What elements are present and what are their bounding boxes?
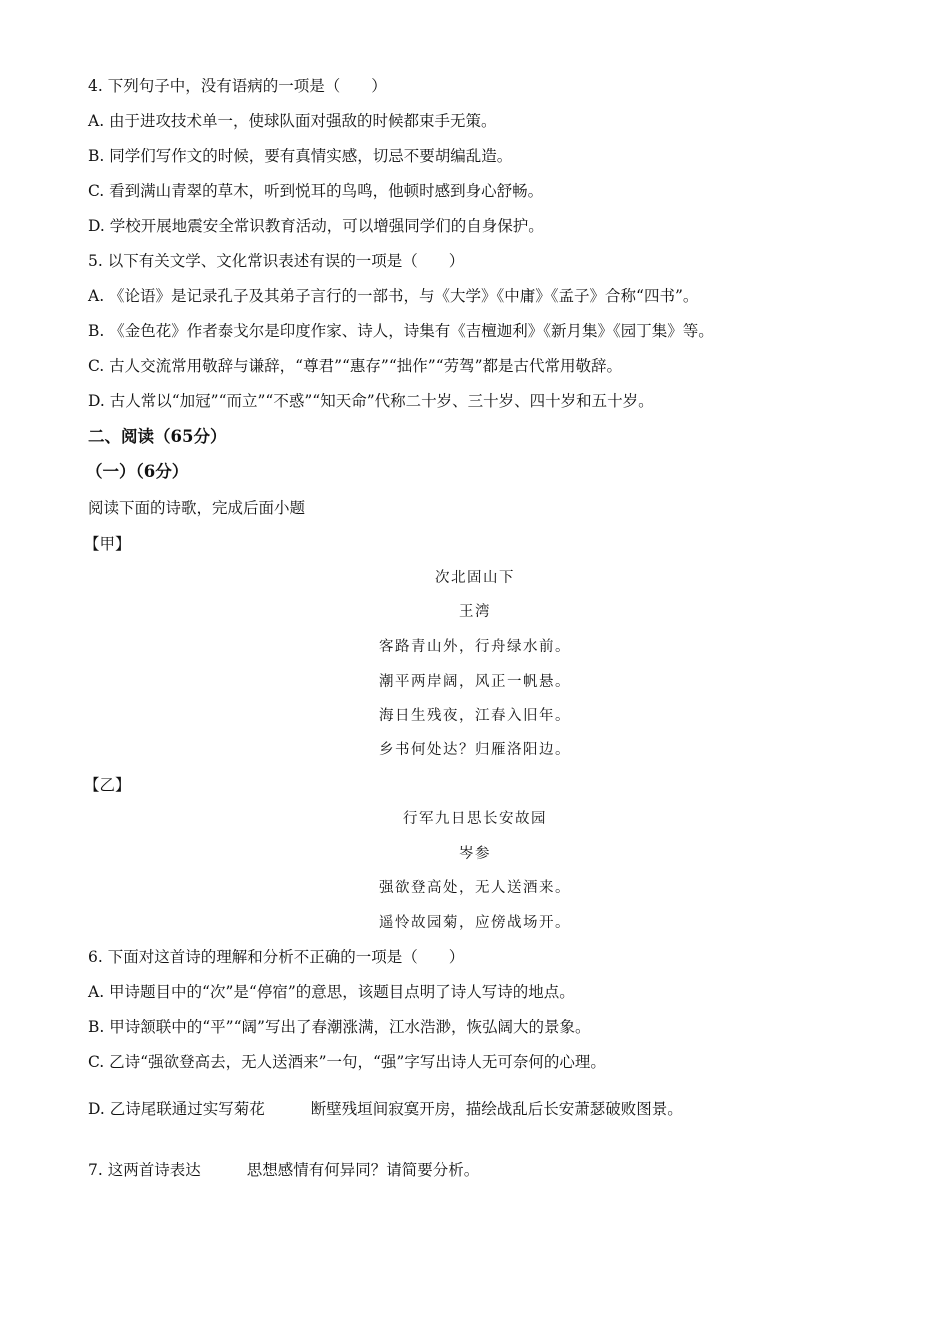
q6-option-c: C. 乙诗“强欲登高去，无人送酒来”一句，“强”字写出诗人无可奈何的心理。 xyxy=(88,1053,606,1071)
q6-option-d-part1: D. 乙诗尾联通过实写菊花 xyxy=(88,1100,265,1118)
poem-jia-label: 【甲】 xyxy=(84,535,131,553)
q5-option-b: B. 《金色花》作者泰戈尔是印度作家、诗人，诗集有《吉檀迦利》《新月集》《园丁集》等。 xyxy=(88,322,714,340)
q5-option-c: C. 古人交流常用敬辞与谦辞，“尊君”“惠存”“拙作”“劳驾”都是古代常用敬辞。 xyxy=(88,357,623,375)
poem-yi-line: 遥怜故园菊，应傍战场开。 xyxy=(379,915,571,931)
poem-jia-line: 海日生残夜，江春入旧年。 xyxy=(379,708,571,724)
poem-yi-line: 强欲登高处，无人送酒来。 xyxy=(379,880,571,896)
q7-stem xyxy=(88,1160,479,1180)
q6-option-d xyxy=(88,1099,683,1119)
poem-jia-line: 潮平两岸阔，风正一帆悬。 xyxy=(379,674,571,690)
section-part: （一）（6分） xyxy=(86,462,189,481)
q6-option-a: A. 甲诗题目中的“次”是“停宿”的意思，该题目点明了诗人写诗的地点。 xyxy=(88,983,575,1001)
q4-option-b: B. 同学们写作文的时候，要有真情实感，切忌不要胡编乱造。 xyxy=(88,147,513,165)
poem-jia-author: 王湾 xyxy=(459,604,491,620)
q7-stem-part1: 7. 这两首诗表达 xyxy=(88,1161,201,1179)
poem-yi-label: 【乙】 xyxy=(84,776,131,794)
poem-jia-line: 乡书何处达？归雁洛阳边。 xyxy=(379,742,571,758)
q5-option-a: A. 《论语》是记录孔子及其弟子言行的一部书，与《大学》《中庸》《孟子》合称“四书”。 xyxy=(88,287,699,305)
q4-option-c: C. 看到满山青翠的草木，听到悦耳的鸟鸣，他顿时感到身心舒畅。 xyxy=(88,182,544,200)
q7-stem-part2: 思想感情有何异同？请简要分析。 xyxy=(246,1161,480,1179)
section-instruction: 阅读下面的诗歌，完成后面小题 xyxy=(88,499,306,517)
poem-yi-title: 行军九日思长安故园 xyxy=(403,811,547,827)
q6-option-b: B. 甲诗颔联中的“平”“阔”写出了春潮涨满，江水浩渺，恢弘阔大的景象。 xyxy=(88,1018,591,1036)
section-title: 二、阅读（65分） xyxy=(88,427,227,446)
q5-option-d: D. 古人常以“加冠”“而立”“不惑”“知天命”代称二十岁、三十岁、四十岁和五十岁。 xyxy=(88,392,654,410)
q6-option-d-part2: 断壁残垣间寂寞开房，描绘战乱后长安萧瑟破败图景。 xyxy=(310,1100,683,1118)
poem-jia-line: 客路青山外，行舟绿水前。 xyxy=(379,639,571,655)
poem-jia-title: 次北固山下 xyxy=(435,570,515,586)
poem-yi-author: 岑参 xyxy=(459,846,491,862)
q5-stem: 5. 以下有关文学、文化常识表述有误的一项是（ ） xyxy=(88,252,465,270)
q6-stem: 6. 下面对这首诗的理解和分析不正确的一项是（ ） xyxy=(88,948,465,966)
q4-stem: 4. 下列句子中，没有语病的一项是（ ） xyxy=(88,77,387,95)
q4-option-a: A. 由于进攻技术单一，使球队面对强敌的时候都束手无策。 xyxy=(88,112,497,130)
q4-option-d: D. 学校开展地震安全常识教育活动，可以增强同学们的自身保护。 xyxy=(88,217,544,235)
